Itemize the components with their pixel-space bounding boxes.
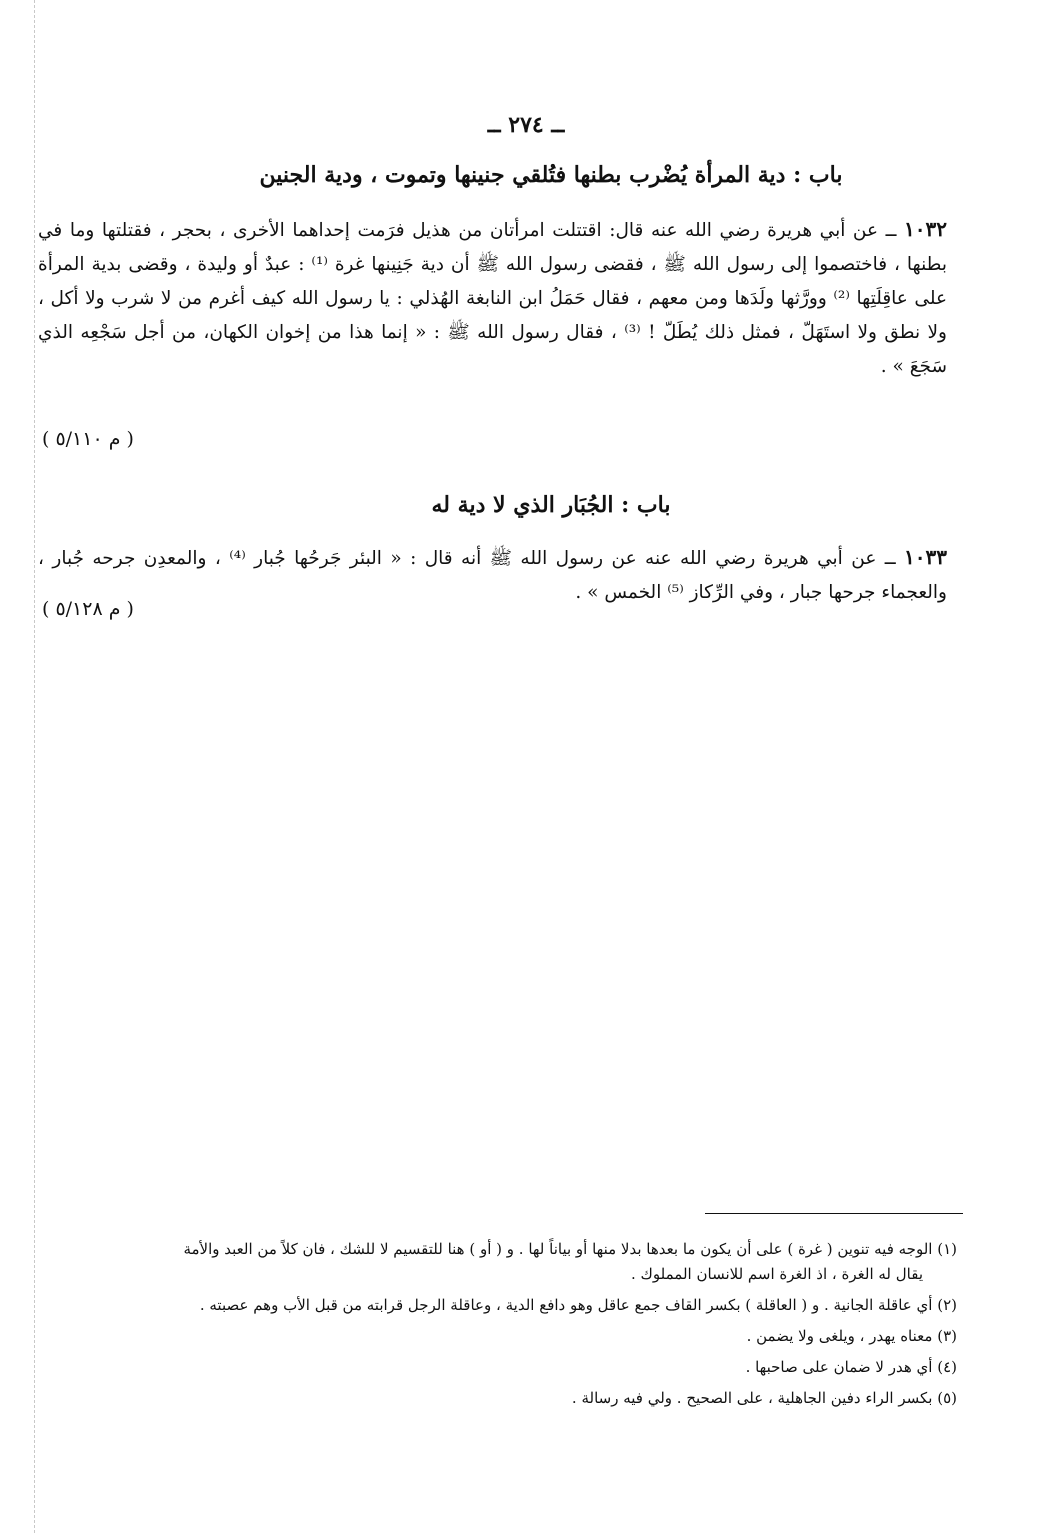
margin-rule — [34, 0, 35, 1533]
footnote-2 — [38, 1293, 957, 1318]
footnote-text: الوجه فيه تنوين ( غرة ) على أن يكون ما بعدها بدلا منها أو بياناً لها . و ( أو ) هنا للتقسيم لا للشك ، فان كلاً من العبد والأمة — [183, 1240, 933, 1258]
page-number: ــ ٢٧٤ ــ — [487, 112, 565, 138]
footnote-separator — [705, 1213, 963, 1214]
footnote-5 — [38, 1386, 957, 1411]
hadith-text: ــ عن أبي هريرة رضي الله عنه قال: اقتتلت امرأتان من هذيل فرَمت إحداهما الأخرى ، بحجر ، فقتلتها وما في بطنها ، فاختصموا إلى رسول الله ﷺ ، فقضى رسول الله ﷺ أن دية جَنِينها غرة ⁽¹⁾ : عبدٌ أو وليدة ، وقضى بدية المرأة على عاقِلَتِها ⁽²⁾ وورَّثها ولَدَها ومن معهم ، فقال حَمَلُ ابن النابغة الهُذلي : يا رسول الله كيف أغرم من لا شرب ولا أكل ، ولا نطق ولا استَهَلّ ، فمثل ذلك يُطَلّ ! ⁽³⁾ ، فقال رسول الله ﷺ : « إنما هذا من إخوان الكهان، من أجل سَجْعِه الذي سَجَعَ » . — [38, 220, 948, 377]
footnote-marker: (٤) — [937, 1358, 957, 1376]
footnote-marker: (١) — [937, 1240, 957, 1258]
footnote-marker: (٢) — [937, 1296, 957, 1314]
footnote-text: معناه يهدر ، ويلغى ولا يضمن . — [746, 1327, 933, 1345]
footnote-marker: (٥) — [937, 1389, 957, 1407]
hadith-text: ــ عن أبي هريرة رضي الله عنه عن رسول الله ﷺ أنه قال : « البئر جَرحُها جُبار ⁽⁴⁾ ، والمعدِن جرحه جُبار ، والعجماء جرحها جبار ، وفي الرِّكاز ⁽⁵⁾ الخمس » . — [38, 548, 947, 603]
footnotes — [38, 1237, 957, 1417]
footnote-4 — [38, 1355, 957, 1380]
footnote-marker: (٣) — [937, 1327, 957, 1345]
footnote-1 — [38, 1237, 957, 1287]
footnote-3 — [38, 1324, 957, 1349]
hadith-number: ١٠٣٣ — [904, 545, 947, 569]
hadith-reference-2: ( م ٥/١٢٨ ) — [42, 598, 134, 620]
section-title-2: باب : الجُبَار الذي لا دية له — [431, 492, 671, 518]
hadith-1033 — [38, 540, 947, 610]
footnote-text: أي هدر لا ضمان على صاحبها . — [745, 1358, 933, 1376]
footnote-text: أي عاقلة الجانية . و ( العاقلة ) بكسر القاف جمع عاقل وهو دافع الدية ، وعاقلة الرجل قرابته من قبل الأب وهم عصبته . — [199, 1296, 933, 1314]
footnote-continuation: يقال له الغرة ، اذ الغرة اسم للانسان المملوك . — [631, 1265, 923, 1283]
hadith-1032 — [38, 212, 947, 384]
hadith-reference-1: ( م ٥/١١٠ ) — [42, 428, 134, 450]
footnote-text: بكسر الراء دفين الجاهلية ، على الصحيح . ولي فيه رسالة . — [571, 1389, 933, 1407]
section-title-1: باب : دية المرأة يُضْرب بطنها فتُلقي جنينها وتموت ، ودية الجنين — [259, 162, 843, 188]
hadith-number: ١٠٣٢ — [904, 217, 947, 241]
